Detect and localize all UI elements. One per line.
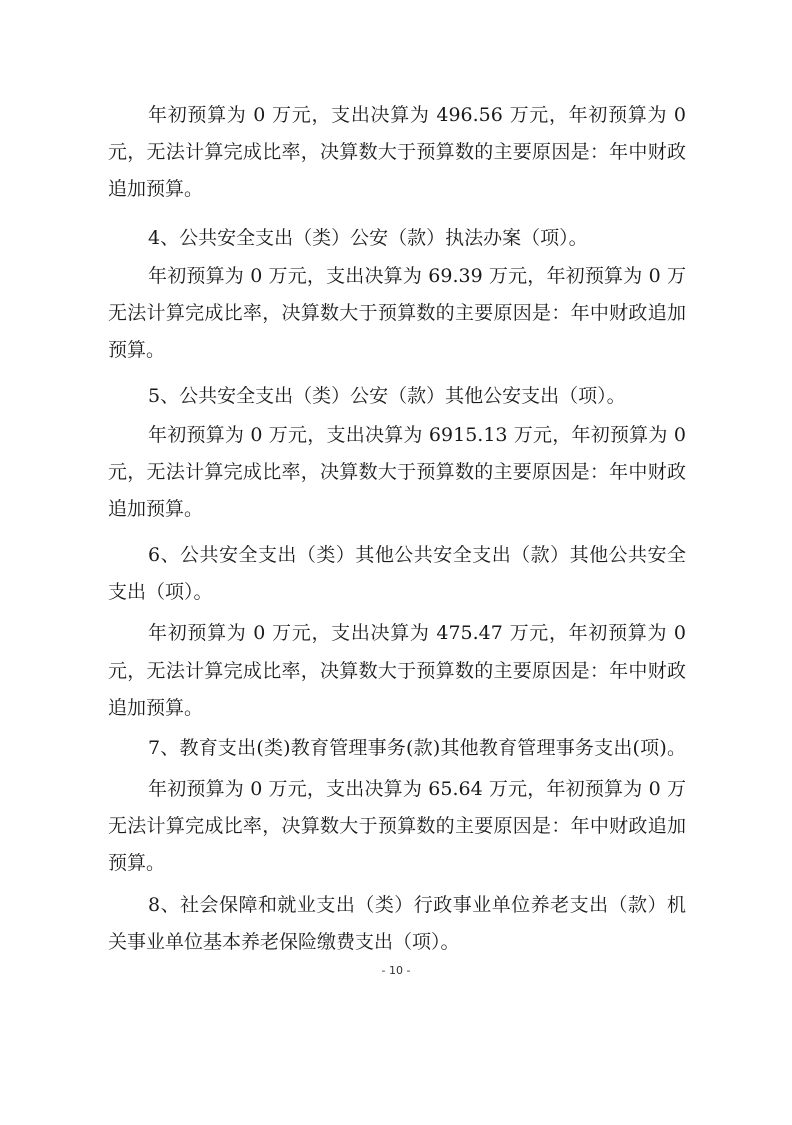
paragraph-line: 追加预算。 xyxy=(108,697,204,719)
paragraph-line: 预算。 xyxy=(108,339,166,361)
paragraph-line: 年初预算为 0 万元，支出决算为 69.39 万元，年初预算为 0 万 xyxy=(148,265,686,287)
section-heading: 6、公共安全支出（类）其他公共安全支出（款）其他公共安全 xyxy=(148,544,686,566)
section-heading: 4、公共安全支出（类）公安（款）执法办案（项）。 xyxy=(148,227,588,249)
paragraph-line: 年初预算为 0 万元，支出决算为 6915.13 万元，年初预算为 0 xyxy=(148,424,686,446)
paragraph-line: 元，无法计算完成比率，决算数大于预算数的主要原因是：年中财政 xyxy=(108,660,686,682)
paragraph-line: 无法计算完成比率，决算数大于预算数的主要原因是：年中财政追加 xyxy=(108,815,686,837)
paragraph-line: 无法计算完成比率，决算数大于预算数的主要原因是：年中财政追加 xyxy=(108,302,686,324)
section-heading: 8、社会保障和就业支出（类）行政事业单位养老支出（款）机 xyxy=(148,894,686,916)
paragraph-line: 预算。 xyxy=(108,852,166,874)
section-heading: 5、公共安全支出（类）公安（款）其他公安支出（项）。 xyxy=(148,385,626,407)
paragraph-line: 元，无法计算完成比率，决算数大于预算数的主要原因是：年中财政 xyxy=(108,141,686,163)
paragraph-line: 年初预算为 0 万元，支出决算为 475.47 万元，年初预算为 0 xyxy=(148,622,686,644)
paragraph-line: 追加预算。 xyxy=(108,178,204,200)
section-heading: 7、教育支出(类)教育管理事务(款)其他教育管理事务支出(项)。 xyxy=(148,737,686,759)
paragraph-line: 年初预算为 0 万元，支出决算为 496.56 万元，年初预算为 0 xyxy=(148,104,686,126)
paragraph-line: 元，无法计算完成比率，决算数大于预算数的主要原因是：年中财政 xyxy=(108,461,686,483)
page-number: - 10 - xyxy=(381,964,411,977)
paragraph-line: 年初预算为 0 万元，支出决算为 65.64 万元，年初预算为 0 万 xyxy=(148,778,686,800)
paragraph-line: 追加预算。 xyxy=(108,498,204,520)
section-heading: 支出（项）。 xyxy=(108,581,213,603)
section-heading: 关事业单位基本养老保险缴费支出（项）。 xyxy=(108,931,460,953)
